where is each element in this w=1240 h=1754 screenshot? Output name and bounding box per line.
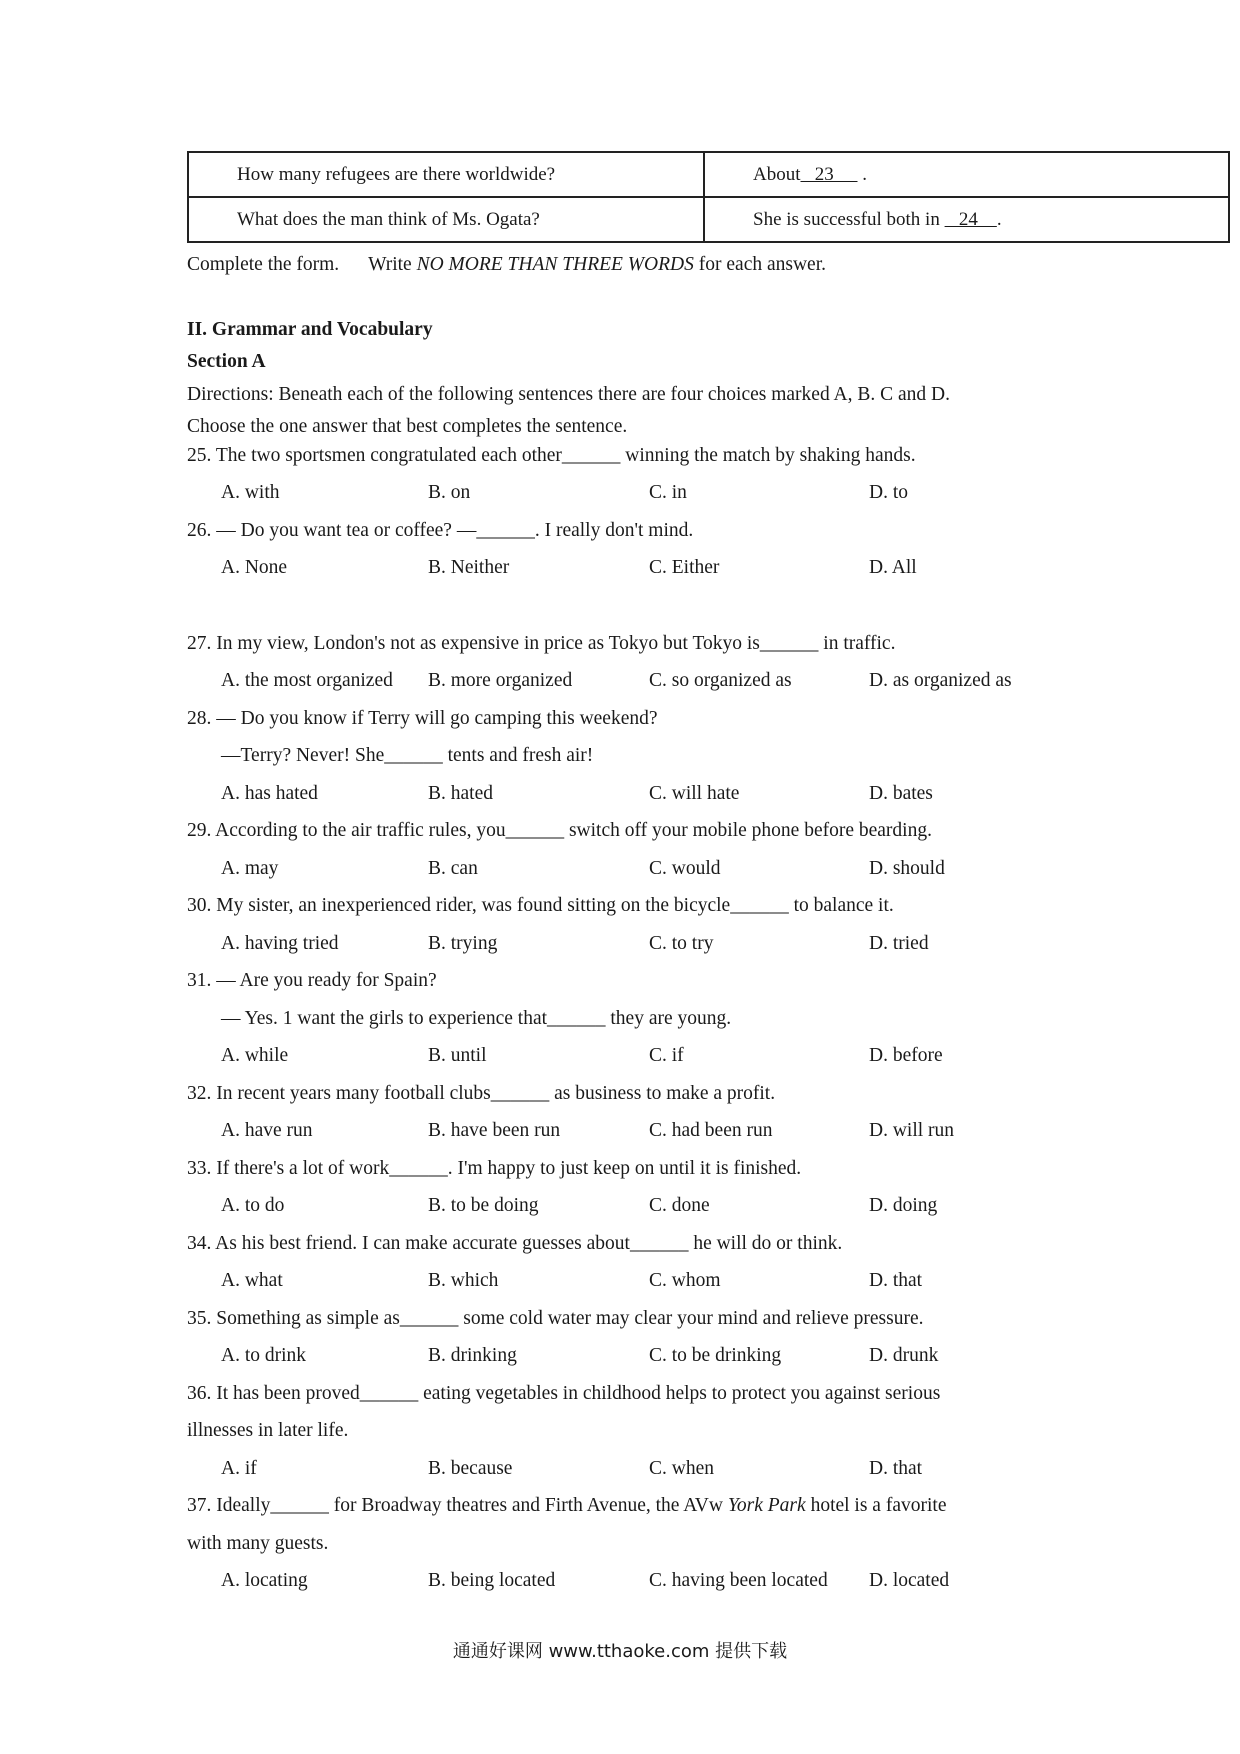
option-d: D. to bbox=[869, 482, 908, 503]
option-a: A. if bbox=[221, 1458, 257, 1479]
option-c: C. would bbox=[649, 858, 721, 879]
option-b: B. can bbox=[428, 858, 478, 879]
option-d: D. that bbox=[869, 1270, 923, 1291]
option-c: C. to be drinking bbox=[649, 1345, 782, 1366]
option-a: A. the most organized bbox=[221, 670, 393, 691]
option-b: B. hated bbox=[428, 783, 493, 804]
option-a: A. to do bbox=[221, 1195, 285, 1216]
option-a: A. having tried bbox=[221, 933, 339, 954]
form-question: How many refugees are there worldwide? bbox=[188, 152, 704, 197]
form-question: What does the man think of Ms. Ogata? bbox=[188, 197, 704, 242]
instruction-emphasis: NO MORE THAN THREE WORDS bbox=[416, 254, 694, 275]
option-d: D. that bbox=[869, 1458, 923, 1479]
option-d: D. doing bbox=[869, 1195, 938, 1216]
question-stem bbox=[187, 1495, 946, 1517]
option-d: D. bates bbox=[869, 783, 933, 804]
option-c: C. done bbox=[649, 1195, 710, 1216]
stem-text: 37. Ideally______ for Broadway theatres and Firth Avenue, the AVw bbox=[187, 1495, 728, 1516]
question-stem: 25. The two sportsmen congratulated each other______ winning the match by shaking hands. bbox=[187, 445, 916, 466]
directions-line: Choose the one answer that best completes the sentence. bbox=[187, 416, 628, 437]
question-stem: 32. In recent years many football clubs______ as business to make a profit. bbox=[187, 1083, 776, 1104]
option-a: A. have run bbox=[221, 1120, 313, 1141]
option-b: B. more organized bbox=[428, 670, 573, 691]
option-b: B. Neither bbox=[428, 557, 510, 578]
question-stem-cont: with many guests. bbox=[187, 1533, 329, 1554]
instruction-suffix: for each answer. bbox=[693, 254, 826, 275]
question-stem: 33. If there's a lot of work______. I'm happy to just keep on until it is finished. bbox=[187, 1158, 802, 1179]
option-c: C. had been run bbox=[649, 1120, 773, 1141]
option-b: B. drinking bbox=[428, 1345, 517, 1366]
option-b: B. have been run bbox=[428, 1120, 561, 1141]
question-stem: 36. It has been proved______ eating vegetables in childhood helps to protect you against serious bbox=[187, 1383, 941, 1404]
option-c: C. Either bbox=[649, 557, 720, 578]
section-title: II. Grammar and Vocabulary bbox=[187, 319, 433, 340]
option-b: B. until bbox=[428, 1045, 487, 1066]
answer-blank: 23 bbox=[800, 163, 858, 185]
option-b: B. because bbox=[428, 1458, 513, 1479]
answer-suffix: . bbox=[857, 163, 867, 185]
question-stem: 26. — Do you want tea or coffee? —______. I really don't mind. bbox=[187, 520, 694, 541]
instruction-prefix: Complete the form. Write bbox=[187, 254, 417, 275]
question-stem: 28. — Do you know if Terry will go camping this weekend? bbox=[187, 708, 658, 729]
form-row bbox=[188, 152, 1229, 197]
option-c: C. having been located bbox=[649, 1570, 828, 1591]
option-d: D. should bbox=[869, 858, 945, 879]
option-c: C. when bbox=[649, 1458, 714, 1479]
option-a: A. with bbox=[221, 482, 280, 503]
answer-blank: 24 bbox=[944, 208, 997, 230]
option-b: B. being located bbox=[428, 1570, 556, 1591]
question-stem: 30. My sister, an inexperienced rider, was found sitting on the bicycle______ to balance it. bbox=[187, 895, 894, 916]
option-d: D. as organized as bbox=[869, 670, 1012, 691]
hotel-name: York Park bbox=[727, 1495, 806, 1516]
question-stem: 29. According to the air traffic rules, you______ switch off your mobile phone before bearding. bbox=[187, 820, 932, 841]
answer-prefix: About bbox=[753, 163, 801, 185]
option-c: C. if bbox=[649, 1045, 684, 1066]
option-a: A. while bbox=[221, 1045, 289, 1066]
option-c: C. to try bbox=[649, 933, 714, 954]
option-d: D. located bbox=[869, 1570, 950, 1591]
question-stem: 31. — Are you ready for Spain? bbox=[187, 970, 437, 991]
form-instruction bbox=[187, 254, 826, 276]
directions-line: Directions: Beneath each of the following sentences there are four choices marked A, B. C and D. bbox=[187, 384, 950, 405]
stem-text-end: hotel is a favorite bbox=[805, 1495, 947, 1516]
option-b: B. on bbox=[428, 482, 471, 503]
form-answer bbox=[704, 152, 1229, 197]
option-a: A. to drink bbox=[221, 1345, 307, 1366]
question-stem: 35. Something as simple as______ some cold water may clear your mind and relieve pressure. bbox=[187, 1308, 924, 1329]
form-answer bbox=[704, 197, 1229, 242]
page-footer: 通通好课网 www.tthaoke.com 提供下载 bbox=[452, 1641, 788, 1662]
option-b: B. to be doing bbox=[428, 1195, 539, 1216]
option-d: D. will run bbox=[869, 1120, 955, 1141]
answer-prefix: She is successful both in bbox=[753, 208, 940, 230]
option-a: A. what bbox=[221, 1270, 283, 1291]
form-row bbox=[188, 197, 1229, 242]
section-subtitle: Section A bbox=[187, 351, 266, 372]
answer-form-table bbox=[187, 151, 1230, 243]
option-c: C. whom bbox=[649, 1270, 721, 1291]
option-c: C. so organized as bbox=[649, 670, 792, 691]
option-c: C. in bbox=[649, 482, 687, 503]
option-a: A. may bbox=[221, 858, 279, 879]
option-b: B. trying bbox=[428, 933, 498, 954]
option-a: A. locating bbox=[221, 1570, 308, 1591]
option-d: D. tried bbox=[869, 933, 929, 954]
question-stem-cont: —Terry? Never! She______ tents and fresh air! bbox=[221, 745, 594, 766]
option-d: D. before bbox=[869, 1045, 943, 1066]
question-stem-cont: — Yes. 1 want the girls to experience that______ they are young. bbox=[221, 1008, 732, 1029]
option-d: D. drunk bbox=[869, 1345, 939, 1366]
option-d: D. All bbox=[869, 557, 917, 578]
option-c: C. will hate bbox=[649, 783, 740, 804]
option-a: A. None bbox=[221, 557, 288, 578]
option-a: A. has hated bbox=[221, 783, 318, 804]
answer-suffix: . bbox=[996, 208, 1002, 230]
option-b: B. which bbox=[428, 1270, 499, 1291]
question-stem-cont: illnesses in later life. bbox=[187, 1420, 349, 1441]
question-stem: 27. In my view, London's not as expensive in price as Tokyo but Tokyo is______ in traffic. bbox=[187, 633, 896, 654]
question-stem: 34. As his best friend. I can make accurate guesses about______ he will do or think. bbox=[187, 1233, 843, 1254]
